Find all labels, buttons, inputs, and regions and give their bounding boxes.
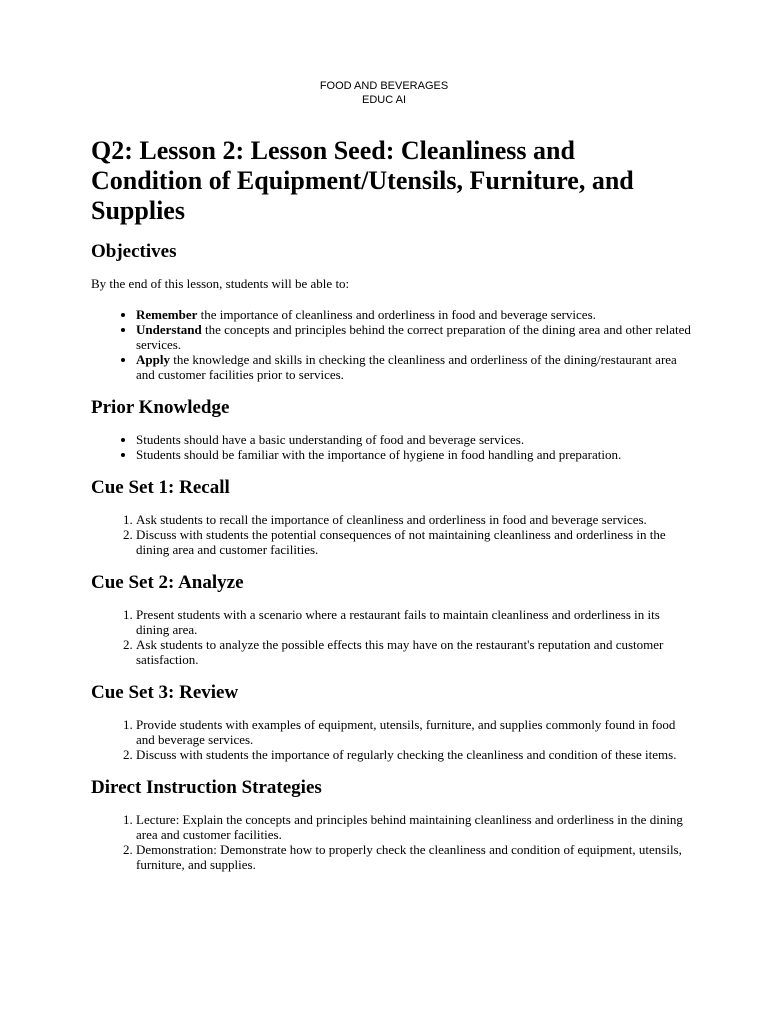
cue-set-1-section xyxy=(91,476,691,557)
header-subtitle: EDUC AI xyxy=(361,94,406,106)
list-item: 2. Ask students to analyze the possible effects this may have on the restaurant's reputation and customer satisfaction. xyxy=(136,637,691,667)
direct-instruction-section xyxy=(91,776,691,872)
cue-set-1-heading: Cue Set 1: Recall xyxy=(91,477,230,498)
list-item: 2. Discuss with students the potential consequences of not maintaining cleanliness and orderliness in the dining area and customer facilities. xyxy=(136,527,691,557)
header-course-name: FOOD AND BEVERAGES xyxy=(319,80,449,92)
cue-set-1-list xyxy=(91,512,691,557)
objective-item xyxy=(136,307,691,322)
objectives-heading: Objectives xyxy=(91,241,177,262)
objective-keyword: Understand xyxy=(136,322,202,337)
list-item: 2. Demonstration: Demonstrate how to properly check the cleanliness and condition of equipment, utensils, furniture, and supplies. xyxy=(136,842,691,872)
objectives-section xyxy=(91,240,691,382)
objectives-list xyxy=(91,307,691,382)
list-item: 2. Discuss with students the importance of regularly checking the cleanliness and condition of these items. xyxy=(136,747,691,762)
list-item: • Students should be familiar with the importance of hygiene in food handling and preparation. xyxy=(136,447,691,462)
objective-text: the concepts and principles behind the correct preparation of the dining area and other related services. xyxy=(136,322,691,352)
document-title: Q2: Lesson 2: Lesson Seed: Cleanliness and Condition of Equipment/Utensils, Furniture, and Supplies xyxy=(91,136,634,225)
document-body xyxy=(91,136,691,886)
cue-set-2-list xyxy=(91,607,691,667)
cue-set-3-list xyxy=(91,717,691,762)
cue-set-3-heading: Cue Set 3: Review xyxy=(91,682,239,703)
objective-keyword: Remember xyxy=(136,307,198,322)
prior-knowledge-section xyxy=(91,396,691,462)
objective-keyword: Apply xyxy=(136,352,170,367)
direct-instruction-heading: Direct Instruction Strategies xyxy=(91,777,322,798)
objectives-intro: By the end of this lesson, students will be able to: xyxy=(91,276,350,291)
list-item: 1. Present students with a scenario where a restaurant fails to maintain cleanliness and orderliness in its dining area. xyxy=(136,607,691,637)
prior-knowledge-heading: Prior Knowledge xyxy=(91,397,230,418)
list-item: 1. Ask students to recall the importance of cleanliness and orderliness in food and beverage services. xyxy=(136,512,691,527)
cue-set-2-heading: Cue Set 2: Analyze xyxy=(91,572,244,593)
list-item: 1. Lecture: Explain the concepts and principles behind maintaining cleanliness and orderliness in the dining area and customer facilities. xyxy=(136,812,691,842)
objective-item xyxy=(136,352,691,382)
page-header xyxy=(0,79,768,107)
objective-text: the knowledge and skills in checking the cleanliness and orderliness of the dining/restaurant area and customer facilities prior to services. xyxy=(136,352,677,382)
objective-item xyxy=(136,322,691,352)
direct-instruction-list xyxy=(91,812,691,872)
cue-set-3-section xyxy=(91,681,691,762)
prior-knowledge-list xyxy=(91,432,691,462)
cue-set-2-section xyxy=(91,571,691,667)
list-item: 1. Provide students with examples of equipment, utensils, furniture, and supplies commonly found in food and beverage services. xyxy=(136,717,691,747)
objective-text: the importance of cleanliness and orderliness in food and beverage services. xyxy=(197,307,596,322)
list-item: • Students should have a basic understanding of food and beverage services. xyxy=(136,432,691,447)
